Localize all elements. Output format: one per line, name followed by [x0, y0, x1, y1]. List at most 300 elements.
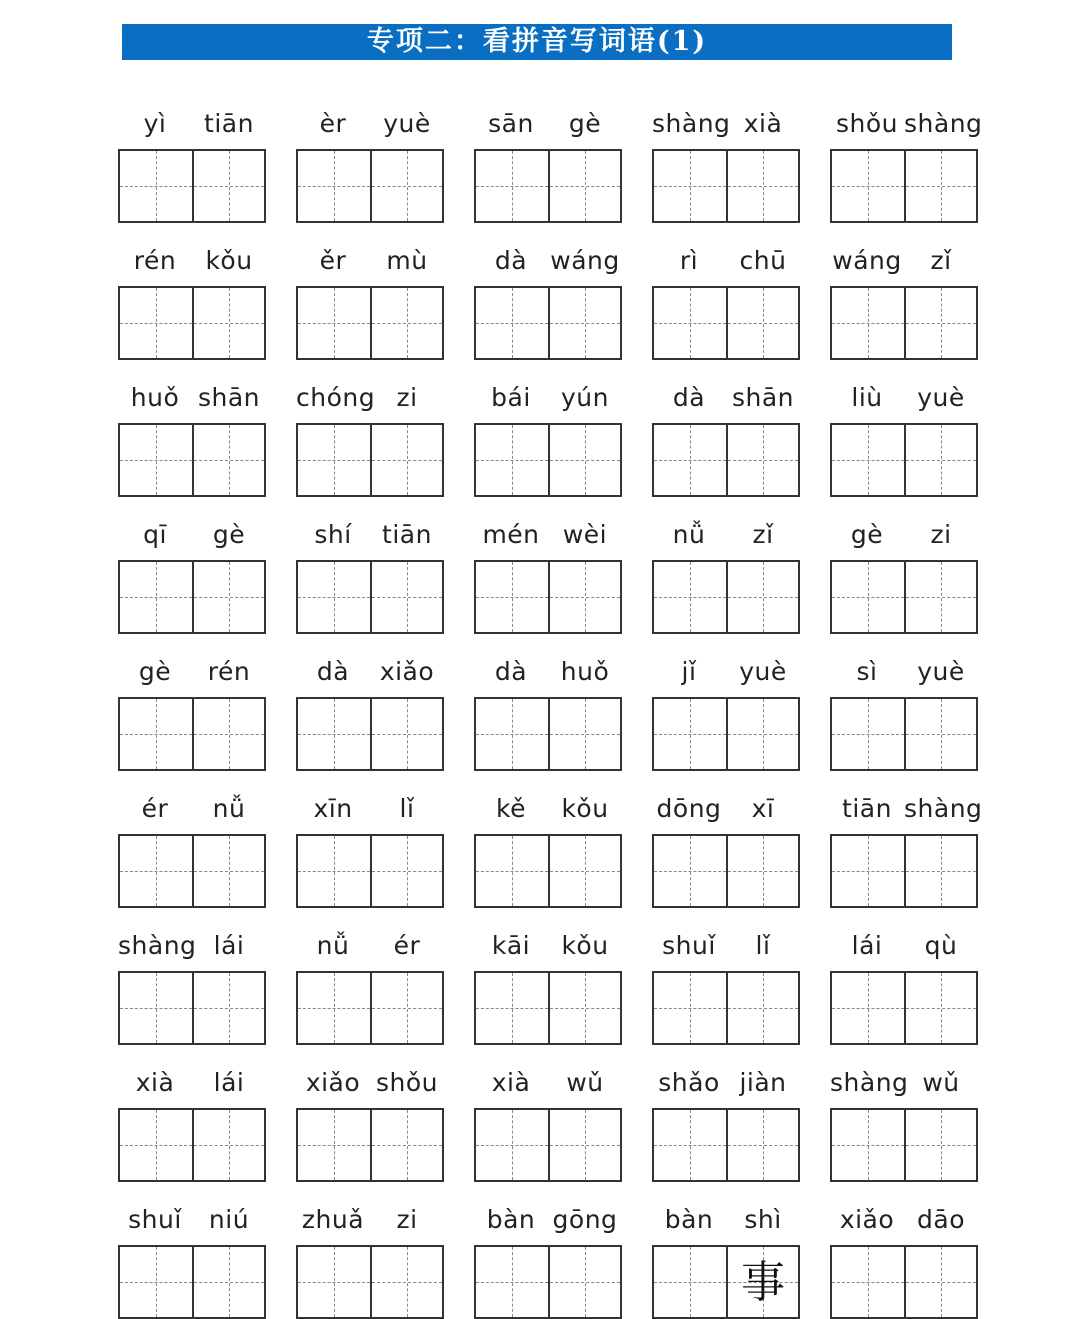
pinyin-1: liù: [851, 383, 883, 412]
writing-cell[interactable]: [370, 425, 442, 495]
writing-cell[interactable]: [654, 973, 726, 1043]
pinyin-1: xià: [491, 1068, 531, 1097]
pinyin-row: [652, 104, 800, 144]
writing-cell[interactable]: [654, 288, 726, 358]
tianzige-box: [118, 423, 266, 497]
tianzige-box: [474, 1108, 622, 1182]
tianzige-box: [830, 1108, 978, 1182]
pinyin-2: kǒu: [205, 246, 253, 275]
writing-cell[interactable]: [192, 1110, 264, 1180]
writing-cell[interactable]: [476, 1110, 548, 1180]
pinyin-row: [474, 378, 622, 418]
pinyin-1: èr: [319, 109, 347, 138]
tianzige-box: [118, 560, 266, 634]
written-character: 事: [741, 1257, 785, 1308]
writing-cell[interactable]: [548, 562, 620, 632]
pinyin-row: [830, 515, 978, 555]
writing-cell[interactable]: [654, 425, 726, 495]
writing-cell[interactable]: [192, 288, 264, 358]
pinyin-2: zi: [930, 520, 952, 549]
pinyin-row: [296, 241, 444, 281]
pinyin-row: [652, 515, 800, 555]
word-item: [296, 378, 444, 488]
tianzige-box: [652, 1108, 800, 1182]
word-item: [296, 515, 444, 625]
writing-cell[interactable]: [832, 1110, 904, 1180]
writing-cell[interactable]: [370, 1110, 442, 1180]
pinyin-1: shí: [314, 520, 352, 549]
writing-cell[interactable]: [476, 836, 548, 906]
writing-cell[interactable]: [548, 1110, 620, 1180]
pinyin-1: dà: [316, 657, 350, 686]
pinyin-row: [118, 652, 266, 692]
pinyin-row: [652, 378, 800, 418]
pinyin-row: [474, 652, 622, 692]
writing-cell[interactable]: [726, 562, 798, 632]
word-item: [652, 241, 800, 351]
pinyin-2: zi: [396, 1205, 418, 1234]
writing-cell[interactable]: [726, 699, 798, 769]
pinyin-1: bái: [491, 383, 531, 412]
tianzige-box: [296, 971, 444, 1045]
word-item: [830, 1200, 978, 1310]
pinyin-1: tiān: [842, 794, 892, 823]
pinyin-2: shàng: [904, 109, 983, 138]
pinyin-row: [296, 515, 444, 555]
writing-cell[interactable]: [726, 1110, 798, 1180]
word-item: [652, 926, 800, 1036]
writing-cell[interactable]: [548, 425, 620, 495]
writing-cell[interactable]: [370, 836, 442, 906]
writing-cell[interactable]: [548, 288, 620, 358]
pinyin-2: shàng: [904, 794, 983, 823]
word-item: [118, 1200, 266, 1310]
writing-cell[interactable]: [120, 699, 192, 769]
writing-cell[interactable]: [654, 562, 726, 632]
tianzige-box: [296, 149, 444, 223]
pinyin-row: [118, 241, 266, 281]
word-item: [652, 515, 800, 625]
writing-cell[interactable]: [904, 1247, 976, 1317]
pinyin-row: [652, 1063, 800, 1103]
writing-cell[interactable]: [904, 973, 976, 1043]
writing-cell[interactable]: [120, 151, 192, 221]
word-item: [830, 378, 978, 488]
writing-cell[interactable]: [476, 1247, 548, 1317]
pinyin-2: tiān: [382, 520, 432, 549]
tianzige-box: [296, 1108, 444, 1182]
word-item: [474, 926, 622, 1036]
pinyin-1: shàng: [652, 109, 731, 138]
word-item: [474, 1063, 622, 1173]
word-item: [474, 515, 622, 625]
word-item: [296, 926, 444, 1036]
writing-cell[interactable]: [120, 1247, 192, 1317]
writing-cell[interactable]: [476, 151, 548, 221]
writing-cell[interactable]: [370, 151, 442, 221]
writing-cell[interactable]: [370, 973, 442, 1043]
tianzige-box: [296, 697, 444, 771]
pinyin-row: [652, 926, 800, 966]
writing-cell[interactable]: [476, 699, 548, 769]
writing-cell[interactable]: [120, 288, 192, 358]
tianzige-box: [296, 1245, 444, 1319]
writing-cell[interactable]: [120, 425, 192, 495]
pinyin-1: rén: [133, 246, 177, 275]
writing-cell[interactable]: [370, 562, 442, 632]
tianzige-box: [652, 971, 800, 1045]
pinyin-1: chóng: [296, 383, 376, 412]
tianzige-box: [296, 834, 444, 908]
word-item: [118, 789, 266, 899]
writing-cell[interactable]: [904, 562, 976, 632]
writing-cell[interactable]: [120, 1110, 192, 1180]
word-item: [830, 104, 983, 214]
writing-cell[interactable]: [654, 151, 726, 221]
pinyin-2: gè: [568, 109, 602, 138]
tianzige-box: [474, 423, 622, 497]
pinyin-1: dōng: [656, 794, 722, 823]
writing-cell[interactable]: [726, 973, 798, 1043]
word-item: [118, 241, 266, 351]
pinyin-2: lǐ: [755, 931, 771, 960]
writing-cell[interactable]: [904, 151, 976, 221]
pinyin-1: shǎo: [658, 1068, 720, 1097]
pinyin-1: ěr: [319, 246, 347, 275]
word-item: [652, 1063, 800, 1173]
pinyin-2: yuè: [739, 657, 787, 686]
writing-cell[interactable]: [904, 699, 976, 769]
writing-cell[interactable]: [726, 1247, 798, 1317]
pinyin-2: mù: [386, 246, 428, 275]
writing-cell[interactable]: [726, 836, 798, 906]
writing-cell[interactable]: [120, 836, 192, 906]
writing-cell[interactable]: [298, 1110, 370, 1180]
pinyin-row: [474, 241, 622, 281]
writing-cell[interactable]: [192, 699, 264, 769]
writing-cell[interactable]: [654, 1110, 726, 1180]
pinyin-row: [118, 1200, 266, 1240]
pinyin-row: [118, 789, 266, 829]
writing-cell[interactable]: [476, 425, 548, 495]
writing-cell[interactable]: [832, 562, 904, 632]
pinyin-1: xiǎo: [839, 1205, 895, 1234]
word-item: [474, 104, 622, 214]
pinyin-row: [830, 104, 983, 144]
page-title: 专项二：看拼音写词语(1): [366, 26, 708, 57]
word-item: [474, 1200, 622, 1310]
writing-cell[interactable]: [370, 288, 442, 358]
pinyin-row: [474, 926, 622, 966]
pinyin-1: shuǐ: [662, 931, 716, 960]
pinyin-2: yún: [561, 383, 609, 412]
writing-cell[interactable]: [904, 836, 976, 906]
writing-cell[interactable]: [298, 288, 370, 358]
pinyin-2: wèi: [562, 520, 608, 549]
writing-cell[interactable]: [832, 973, 904, 1043]
word-item: [830, 1063, 978, 1173]
pinyin-2: rén: [207, 657, 251, 686]
tianzige-box: [118, 971, 266, 1045]
pinyin-row: [652, 652, 800, 692]
tianzige-box: [118, 697, 266, 771]
tianzige-box: [830, 149, 978, 223]
pinyin-2: lái: [213, 931, 245, 960]
word-item: [118, 378, 266, 488]
pinyin-2: zǐ: [930, 246, 952, 275]
tianzige-box: [296, 560, 444, 634]
pinyin-row: [474, 515, 622, 555]
pinyin-row: [118, 104, 266, 144]
pinyin-2: yuè: [383, 109, 431, 138]
pinyin-row: [296, 378, 444, 418]
writing-cell[interactable]: [548, 836, 620, 906]
pinyin-row: [474, 104, 622, 144]
writing-cell[interactable]: [298, 699, 370, 769]
pinyin-1: shàng: [830, 1068, 909, 1097]
word-item: [296, 789, 444, 899]
pinyin-1: dà: [494, 246, 528, 275]
writing-cell[interactable]: [298, 562, 370, 632]
word-item: [296, 1200, 444, 1310]
pinyin-1: sān: [488, 109, 534, 138]
writing-cell[interactable]: [654, 699, 726, 769]
pinyin-2: kǒu: [561, 794, 609, 823]
pinyin-1: yì: [143, 109, 167, 138]
pinyin-1: bàn: [486, 1205, 536, 1234]
pinyin-2: lǐ: [399, 794, 415, 823]
pinyin-2: xī: [751, 794, 775, 823]
writing-cell[interactable]: [192, 836, 264, 906]
pinyin-1: qī: [143, 520, 167, 549]
pinyin-2: yuè: [917, 657, 965, 686]
writing-cell[interactable]: [548, 151, 620, 221]
tianzige-box: [118, 834, 266, 908]
tianzige-box: [830, 697, 978, 771]
writing-cell[interactable]: [726, 151, 798, 221]
pinyin-1: bàn: [664, 1205, 714, 1234]
pinyin-row: [652, 241, 800, 281]
word-item: [296, 241, 444, 351]
tianzige-box: [652, 286, 800, 360]
tianzige-box: [652, 1245, 800, 1319]
word-grid: [118, 104, 983, 1310]
tianzige-box: [118, 149, 266, 223]
pinyin-2: qù: [924, 931, 958, 960]
writing-cell[interactable]: [298, 973, 370, 1043]
pinyin-row: [296, 652, 444, 692]
tianzige-box: [652, 149, 800, 223]
word-item: [118, 926, 266, 1036]
writing-cell[interactable]: [548, 699, 620, 769]
tianzige-box: [830, 560, 978, 634]
writing-cell[interactable]: [298, 425, 370, 495]
pinyin-2: shān: [197, 383, 261, 412]
writing-cell[interactable]: [654, 1247, 726, 1317]
writing-cell[interactable]: [726, 288, 798, 358]
writing-cell[interactable]: [298, 836, 370, 906]
tianzige-box: [118, 1245, 266, 1319]
tianzige-box: [474, 286, 622, 360]
writing-cell[interactable]: [120, 562, 192, 632]
pinyin-1: lái: [851, 931, 883, 960]
writing-cell[interactable]: [192, 1247, 264, 1317]
word-item: [830, 926, 978, 1036]
word-item: [474, 652, 622, 762]
pinyin-2: gōng: [552, 1205, 618, 1234]
pinyin-2: wáng: [550, 246, 620, 275]
pinyin-1: gè: [138, 657, 172, 686]
writing-cell[interactable]: [192, 973, 264, 1043]
writing-cell[interactable]: [370, 1247, 442, 1317]
pinyin-row: [652, 789, 800, 829]
pinyin-row: [652, 1200, 800, 1240]
word-item: [474, 241, 622, 351]
word-item: [296, 1063, 444, 1173]
title-banner: [122, 24, 952, 60]
pinyin-row: [296, 1063, 444, 1103]
pinyin-2: gè: [212, 520, 246, 549]
tianzige-box: [474, 1245, 622, 1319]
pinyin-row: [296, 104, 444, 144]
pinyin-1: nǚ: [316, 931, 350, 960]
word-item: [652, 104, 800, 214]
pinyin-1: xīn: [313, 794, 353, 823]
pinyin-2: zǐ: [752, 520, 774, 549]
tianzige-box: [652, 697, 800, 771]
writing-cell[interactable]: [832, 836, 904, 906]
pinyin-2: chū: [739, 246, 787, 275]
word-item: [474, 789, 622, 899]
word-item: [118, 515, 266, 625]
writing-cell[interactable]: [192, 425, 264, 495]
writing-cell[interactable]: [832, 1247, 904, 1317]
writing-cell[interactable]: [832, 699, 904, 769]
word-item: [296, 104, 444, 214]
pinyin-row: [474, 789, 622, 829]
writing-cell[interactable]: [548, 973, 620, 1043]
word-item: [652, 789, 800, 899]
word-item: [830, 241, 978, 351]
pinyin-row: [474, 1063, 622, 1103]
pinyin-row: [830, 1200, 978, 1240]
pinyin-1: rì: [679, 246, 699, 275]
pinyin-row: [830, 378, 978, 418]
pinyin-2: tiān: [204, 109, 254, 138]
writing-cell[interactable]: [904, 288, 976, 358]
tianzige-box: [474, 560, 622, 634]
tianzige-box: [296, 286, 444, 360]
pinyin-2: dāo: [917, 1205, 965, 1234]
pinyin-row: [296, 926, 444, 966]
writing-cell[interactable]: [548, 1247, 620, 1317]
tianzige-box: [474, 149, 622, 223]
pinyin-1: sì: [856, 657, 878, 686]
word-item: [118, 1063, 266, 1173]
pinyin-1: shuǐ: [128, 1205, 182, 1234]
tianzige-box: [830, 834, 978, 908]
pinyin-1: shǒu: [835, 109, 898, 138]
pinyin-row: [118, 378, 266, 418]
pinyin-row: [830, 652, 978, 692]
pinyin-row: [474, 1200, 622, 1240]
word-item: [474, 378, 622, 488]
word-item: [830, 652, 978, 762]
pinyin-1: wáng: [832, 246, 902, 275]
word-item: [296, 652, 444, 762]
pinyin-1: xià: [135, 1068, 175, 1097]
pinyin-2: ér: [393, 931, 421, 960]
pinyin-2: wǔ: [566, 1068, 604, 1097]
writing-cell[interactable]: [120, 973, 192, 1043]
pinyin-1: dà: [672, 383, 706, 412]
pinyin-row: [296, 1200, 444, 1240]
pinyin-1: zhuǎ: [301, 1205, 365, 1234]
writing-cell[interactable]: [904, 1110, 976, 1180]
tianzige-box: [474, 971, 622, 1045]
tianzige-box: [118, 286, 266, 360]
writing-cell[interactable]: [192, 151, 264, 221]
pinyin-2: huǒ: [560, 657, 610, 686]
word-item: [652, 652, 800, 762]
tianzige-box: [118, 1108, 266, 1182]
tianzige-box: [652, 834, 800, 908]
pinyin-2: lái: [213, 1068, 245, 1097]
pinyin-1: mén: [482, 520, 540, 549]
writing-cell[interactable]: [726, 425, 798, 495]
writing-cell[interactable]: [904, 425, 976, 495]
writing-cell[interactable]: [370, 699, 442, 769]
pinyin-row: [118, 515, 266, 555]
writing-cell[interactable]: [192, 562, 264, 632]
pinyin-row: [830, 789, 983, 829]
pinyin-2: niú: [208, 1205, 250, 1234]
tianzige-box: [652, 560, 800, 634]
pinyin-row: [830, 926, 978, 966]
writing-cell[interactable]: [654, 836, 726, 906]
tianzige-box: [652, 423, 800, 497]
writing-cell[interactable]: [832, 425, 904, 495]
pinyin-2: kǒu: [561, 931, 609, 960]
pinyin-1: kě: [496, 794, 526, 823]
pinyin-2: jiàn: [739, 1068, 787, 1097]
word-item: [652, 378, 800, 488]
writing-cell[interactable]: [476, 288, 548, 358]
pinyin-2: shǒu: [375, 1068, 438, 1097]
word-item: [830, 515, 978, 625]
writing-cell[interactable]: [832, 151, 904, 221]
tianzige-box: [830, 423, 978, 497]
pinyin-2: xiǎo: [379, 657, 435, 686]
pinyin-2: yuè: [917, 383, 965, 412]
tianzige-box: [296, 423, 444, 497]
writing-cell[interactable]: [298, 1247, 370, 1317]
word-item: [118, 652, 266, 762]
tianzige-box: [474, 697, 622, 771]
tianzige-box: [830, 1245, 978, 1319]
pinyin-2: wǔ: [922, 1068, 960, 1097]
pinyin-row: [296, 789, 444, 829]
pinyin-2: nǚ: [212, 794, 246, 823]
word-item: [652, 1200, 800, 1310]
pinyin-1: huǒ: [130, 383, 180, 412]
pinyin-row: [118, 1063, 266, 1103]
tianzige-box: [830, 971, 978, 1045]
writing-cell[interactable]: [476, 562, 548, 632]
writing-cell[interactable]: [476, 973, 548, 1043]
writing-cell[interactable]: [298, 151, 370, 221]
writing-cell[interactable]: [832, 288, 904, 358]
